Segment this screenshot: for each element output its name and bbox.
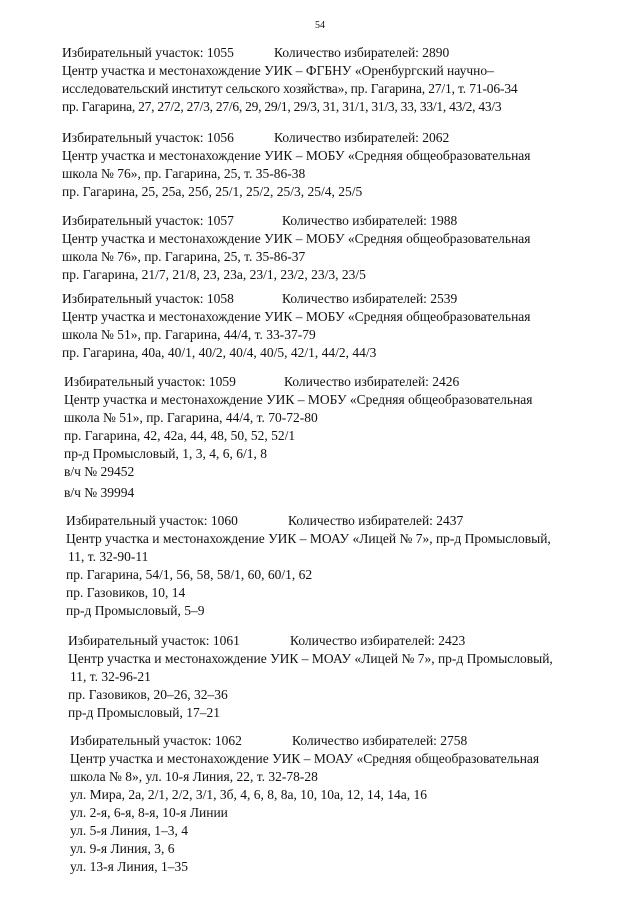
address-line: пр. Газовиков, 20–26, 32–36: [68, 687, 228, 702]
precinct-block: [66, 512, 626, 620]
voter-count: Количество избирателей: 1988: [282, 213, 458, 228]
address-line: Центр участка и местонахождение УИК – МОАУ «Лицей № 7», пр-д Промысловый,: [68, 651, 553, 666]
address-line: школа № 51», пр. Гагарина, 44/4, т. 33-37-79: [62, 327, 316, 342]
voter-count: Количество избирателей: 2539: [282, 291, 458, 306]
precinct-header: [62, 129, 622, 147]
precinct-header: [62, 290, 622, 308]
precinct-header: [70, 732, 630, 750]
voter-count: Количество избирателей: 2437: [288, 513, 464, 528]
station-number: Избирательный участок: 1062: [70, 733, 242, 748]
address-line: в/ч № 39994: [64, 485, 135, 500]
precinct-block: [62, 290, 622, 362]
voter-count: Количество избирателей: 2890: [274, 45, 450, 60]
precinct-header: [62, 44, 622, 62]
address-line: Центр участка и местонахождение УИК – МОБУ «Средняя общеобразовательная: [62, 231, 531, 246]
precinct-block: [70, 732, 630, 876]
precinct-block: [64, 373, 624, 502]
address-line: пр. Газовиков, 10, 14: [66, 585, 186, 600]
address-line: исследовательский институт сельского хозяйства», пр. Гагарина, 27/1, т. 71-06-34: [62, 81, 518, 96]
precinct-header: [64, 373, 624, 391]
address-line: ул. Мира, 2а, 2/1, 2/2, 3/1, 3б, 4, 6, 8, 8а, 10, 10а, 12, 14, 14а, 16: [70, 787, 427, 802]
precinct-block: [68, 632, 628, 722]
address-line: ул. 9-я Линия, 3, 6: [70, 841, 175, 856]
station-number: Избирательный участок: 1060: [66, 513, 238, 528]
address-line: Центр участка и местонахождение УИК – МОБУ «Средняя общеобразовательная: [62, 309, 531, 324]
address-line: ул. 5-я Линия, 1–3, 4: [70, 823, 189, 838]
station-number: Избирательный участок: 1057: [62, 213, 234, 228]
page-number: 54: [315, 20, 325, 31]
address-line: пр. Гагарина, 42, 42а, 44, 48, 50, 52, 52/1: [64, 428, 296, 443]
precinct-block: [62, 44, 622, 116]
address-line: ул. 2-я, 6-я, 8-я, 10-я Линии: [70, 805, 228, 820]
address-line: пр. Гагарина, 54/1, 56, 58, 58/1, 60, 60/1, 62: [66, 567, 313, 582]
voter-count: Количество избирателей: 2423: [290, 633, 466, 648]
address-line: пр. Гагарина, 21/7, 21/8, 23, 23а, 23/1, 23/2, 23/3, 23/5: [62, 267, 366, 282]
address-line: пр-д Промысловый, 17–21: [68, 705, 220, 720]
address-line: школа № 51», пр. Гагарина, 44/4, т. 70-72-80: [64, 410, 318, 425]
station-number: Избирательный участок: 1059: [64, 374, 236, 389]
address-line: 11, т. 32-96-21: [70, 669, 151, 684]
address-line: в/ч № 29452: [64, 464, 135, 479]
station-number: Избирательный участок: 1058: [62, 291, 234, 306]
address-line: Центр участка и местонахождение УИК – МОАУ «Лицей № 7», пр-д Промысловый,: [66, 531, 551, 546]
address-line: школа № 8», ул. 10-я Линия, 22, т. 32-78-28: [70, 769, 318, 784]
address-line: школа № 76», пр. Гагарина, 25, т. 35-86-37: [62, 249, 306, 264]
address-line: Центр участка и местонахождение УИК – МОБУ «Средняя общеобразовательная: [64, 392, 533, 407]
station-number: Избирательный участок: 1056: [62, 130, 234, 145]
address-line: 11, т. 32-90-11: [68, 549, 149, 564]
address-line: пр. Гагарина, 27, 27/2, 27/3, 27/6, 29, 29/1, 29/3, 31, 31/1, 31/3, 33, 33/1, 43/2, 43/3: [62, 99, 502, 114]
address-line: Центр участка и местонахождение УИК – МОБУ «Средняя общеобразовательная: [62, 148, 531, 163]
precinct-header: [62, 212, 622, 230]
address-line: пр. Гагарина, 25, 25а, 25б, 25/1, 25/2, 25/3, 25/4, 25/5: [62, 184, 363, 199]
precinct-block: [62, 212, 622, 284]
voter-count: Количество избирателей: 2758: [292, 733, 468, 748]
voter-count: Количество избирателей: 2062: [274, 130, 450, 145]
address-line: школа № 76», пр. Гагарина, 25, т. 35-86-38: [62, 166, 306, 181]
address-line: пр. Гагарина, 40а, 40/1, 40/2, 40/4, 40/5, 42/1, 44/2, 44/3: [62, 345, 377, 360]
precinct-header: [68, 632, 628, 650]
precinct-block: [62, 129, 622, 201]
address-line: ул. 13-я Линия, 1–35: [70, 859, 189, 874]
address-line: пр-д Промысловый, 5–9: [66, 603, 205, 618]
precinct-header: [66, 512, 626, 530]
address-line: пр-д Промысловый, 1, 3, 4, 6, 6/1, 8: [64, 446, 267, 461]
voter-count: Количество избирателей: 2426: [284, 374, 460, 389]
station-number: Избирательный участок: 1055: [62, 45, 234, 60]
station-number: Избирательный участок: 1061: [68, 633, 240, 648]
address-line: Центр участка и местонахождение УИК – МОАУ «Средняя общеобразовательная: [70, 751, 540, 766]
address-line: Центр участка и местонахождение УИК – ФГБНУ «Оренбургский научно–: [62, 63, 494, 78]
